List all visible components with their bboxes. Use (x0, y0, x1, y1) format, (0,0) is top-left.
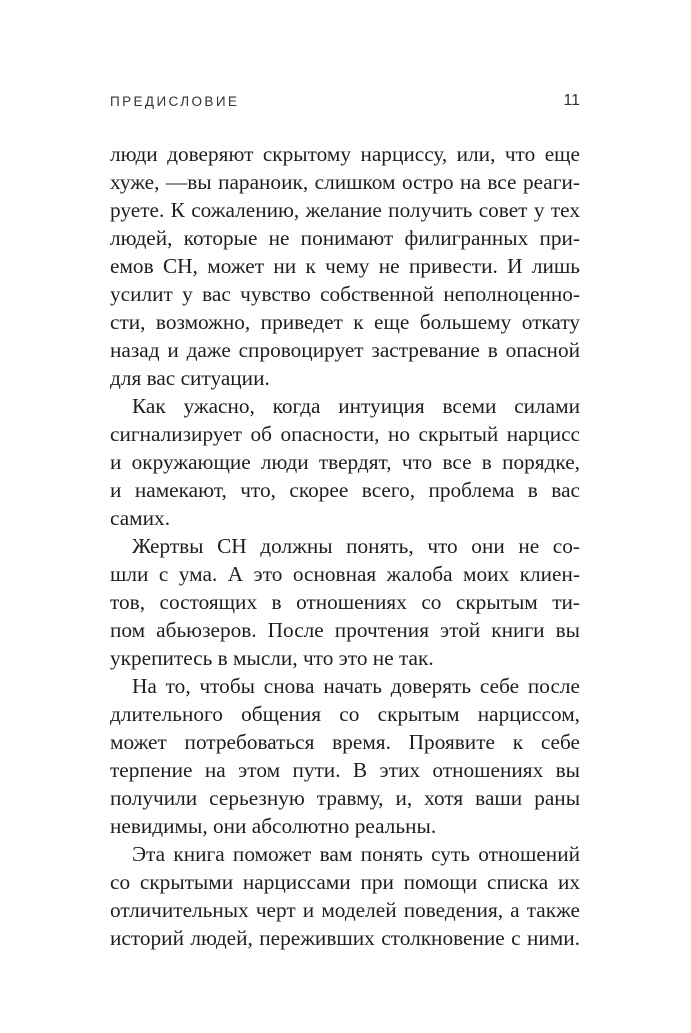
paragraph (110, 392, 580, 532)
text-line: тов, состоящих в отношениях со скрытым ти- (110, 590, 580, 614)
text-line: и окружающие люди твердят, что все в порядке, (110, 450, 580, 474)
text-line: шли с ума. А это основная жалоба моих клиен- (110, 562, 580, 586)
text-line: Жертвы СН должны понять, что они не со- (132, 534, 580, 558)
paragraph (110, 532, 580, 672)
text-line: длительного общения со скрытым нарциссом, (110, 702, 580, 726)
text-line: сти, возможно, приведет к еще большему откату (110, 310, 580, 334)
text-line: получили серьезную травму, и, хотя ваши раны (110, 786, 580, 810)
paragraph (110, 672, 580, 840)
text-line: назад и даже спровоцирует застревание в опасной (110, 338, 580, 362)
text-line: людей, которые не понимают филигранных при- (110, 226, 580, 250)
text-line: отличительных черт и моделей поведения, а также (110, 898, 580, 922)
text-line: может потребоваться время. Проявите к себе (110, 730, 580, 754)
text-line: усилит у вас чувство собственной неполноценно- (110, 282, 580, 306)
text-line: хуже, —вы параноик, слишком остро на все реаги- (110, 170, 580, 194)
text-line: На то, чтобы снова начать доверять себе после (132, 674, 580, 698)
page-header (110, 92, 580, 114)
text-line: и намекают, что, скорее всего, проблема в вас (110, 478, 580, 502)
text-line: Эта книга поможет вам понять суть отношений (132, 842, 580, 866)
text-line: укрепитесь в мысли, что это не так. (110, 646, 434, 670)
text-line: пом абьюзеров. После прочтения этой книги вы (110, 618, 580, 642)
running-head: ПРЕДИСЛОВИЕ (110, 94, 240, 109)
body-text (110, 140, 580, 952)
paragraph (110, 840, 580, 952)
text-line: Как ужасно, когда интуиция всеми силами (132, 394, 580, 418)
text-line: сигнализирует об опасности, но скрытый нарцисс (110, 422, 580, 446)
text-line: емов СН, может ни к чему не привести. И лишь (110, 254, 580, 278)
text-line: для вас ситуации. (110, 366, 270, 390)
text-line: историй людей, переживших столкновение с ними. (110, 926, 580, 950)
paragraph (110, 140, 580, 392)
text-line: люди доверяют скрытому нарциссу, или, что еще (110, 142, 580, 166)
page-number: 11 (563, 92, 580, 109)
text-line: руете. К сожалению, желание получить совет у тех (110, 198, 580, 222)
text-line: самих. (110, 506, 171, 530)
text-line: терпение на этом пути. В этих отношениях вы (110, 758, 580, 782)
text-line: невидимы, они абсолютно реальны. (110, 814, 437, 838)
text-line: со скрытыми нарциссами при помощи списка их (110, 870, 580, 894)
